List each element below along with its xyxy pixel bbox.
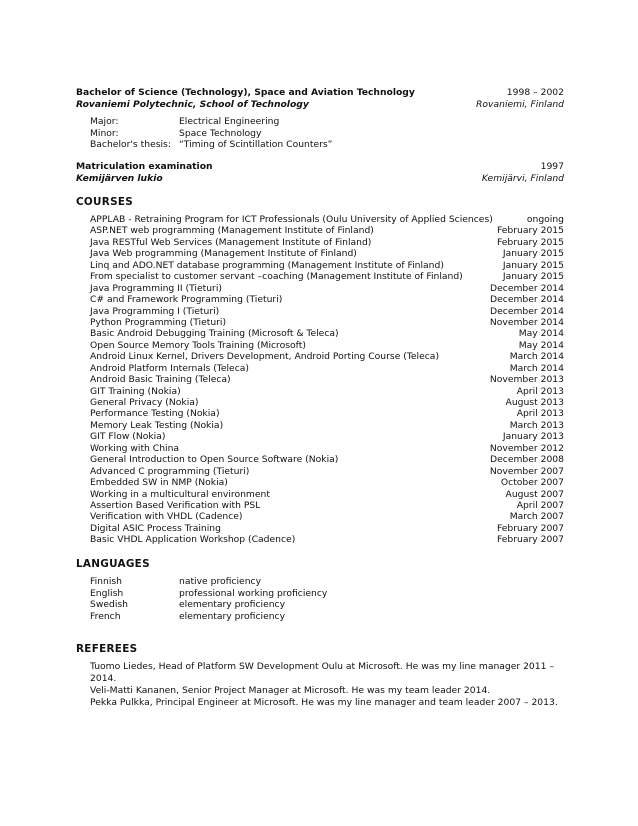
course-row bbox=[90, 317, 564, 328]
course-row bbox=[90, 523, 564, 534]
language-name: French bbox=[90, 610, 121, 622]
matric-year: 1997 bbox=[540, 161, 564, 172]
language-level: native proficiency bbox=[179, 576, 262, 587]
course-row bbox=[90, 283, 564, 294]
course-name: Digital ASIC Process Training bbox=[90, 522, 221, 534]
course-date: November 2012 bbox=[489, 442, 564, 454]
course-date: August 2013 bbox=[505, 397, 564, 408]
course-row bbox=[90, 225, 564, 236]
language-level: elementary proficiency bbox=[179, 610, 286, 622]
bsc-school-row bbox=[76, 99, 564, 110]
detail-value: Space Technology bbox=[179, 127, 262, 139]
course-row bbox=[90, 214, 564, 225]
course-row bbox=[90, 534, 564, 545]
course-name: Java Web programming (Management Institute of Finland) bbox=[90, 248, 357, 260]
course-name: Android Linux Kernel, Drivers Development, Android Porting Course (Teleca) bbox=[90, 351, 440, 363]
course-row bbox=[90, 363, 564, 374]
course-name: GIT Flow (Nokia) bbox=[90, 431, 166, 443]
course-name: Java RESTful Web Services (Management Institute of Finland) bbox=[90, 236, 372, 248]
education-bsc bbox=[76, 87, 564, 151]
course-row bbox=[90, 340, 564, 351]
bsc-years: 1998 – 2002 bbox=[506, 87, 564, 98]
referees-heading: REFEREES bbox=[76, 643, 138, 655]
languages-heading: LANGUAGES bbox=[76, 558, 150, 570]
language-name: Finnish bbox=[90, 576, 122, 587]
course-name: From specialist to customer servant –coaching (Management Institute of Finland) bbox=[90, 271, 463, 283]
matric-school: Kemijärven lukio bbox=[76, 173, 163, 184]
course-date: February 2015 bbox=[496, 236, 564, 248]
course-date: January 2015 bbox=[502, 259, 564, 271]
bsc-detail-major bbox=[90, 116, 564, 128]
detail-label: Major: bbox=[90, 116, 119, 127]
language-row bbox=[90, 611, 564, 623]
course-row bbox=[90, 443, 564, 454]
course-row bbox=[90, 260, 564, 271]
course-date: December 2014 bbox=[490, 294, 564, 306]
detail-label: Bachelor's thesis: bbox=[90, 139, 171, 150]
course-date: January 2015 bbox=[502, 248, 564, 260]
matric-location: Kemijärvi, Finland bbox=[481, 173, 564, 184]
course-date: November 2013 bbox=[489, 374, 564, 386]
course-row bbox=[90, 408, 564, 419]
course-date: March 2007 bbox=[509, 511, 564, 523]
course-name: Android Basic Training (Teleca) bbox=[90, 374, 231, 386]
bsc-school: Rovaniemi Polytechnic, School of Technology bbox=[76, 99, 309, 110]
course-name: Java Programming II (Tieturi) bbox=[90, 282, 222, 294]
detail-label: Minor: bbox=[90, 127, 119, 139]
language-row bbox=[90, 588, 564, 600]
language-row bbox=[90, 599, 564, 611]
course-name: Basic VHDL Application Workshop (Cadence) bbox=[90, 534, 296, 546]
course-date: February 2007 bbox=[496, 522, 564, 534]
course-date: January 2013 bbox=[502, 431, 564, 443]
bsc-details bbox=[76, 116, 564, 151]
detail-value: “Timing of Scintillation Counters” bbox=[179, 139, 333, 150]
bsc-header-row bbox=[76, 87, 564, 98]
course-date: February 2015 bbox=[496, 225, 564, 237]
course-row bbox=[90, 374, 564, 385]
course-date: February 2007 bbox=[496, 534, 564, 546]
course-date: May 2014 bbox=[518, 339, 564, 351]
course-date: October 2007 bbox=[500, 477, 564, 489]
course-row bbox=[90, 386, 564, 397]
course-row bbox=[90, 466, 564, 477]
course-name: Linq and ADO.NET database programming (Management Institute of Finland) bbox=[90, 259, 444, 271]
course-date: ongoing bbox=[526, 214, 564, 225]
courses-section bbox=[76, 196, 564, 546]
language-level: elementary proficiency bbox=[179, 599, 286, 610]
course-name: Advanced C programming (Tieturi) bbox=[90, 465, 250, 477]
course-name: Assertion Based Verification with PSL bbox=[90, 499, 261, 511]
course-name: C# and Framework Programming (Tieturi) bbox=[90, 294, 283, 306]
matric-school-row bbox=[76, 173, 564, 184]
course-row bbox=[90, 397, 564, 408]
course-date: March 2014 bbox=[509, 362, 564, 374]
language-name: English bbox=[90, 587, 124, 599]
course-name: Open Source Memory Tools Training (Microsoft) bbox=[90, 339, 306, 351]
referee-list bbox=[76, 661, 564, 709]
bsc-detail-thesis bbox=[90, 139, 564, 151]
course-date: December 2008 bbox=[490, 454, 564, 466]
language-level: professional working proficiency bbox=[179, 587, 328, 599]
course-date: December 2014 bbox=[490, 282, 564, 294]
referee-entry: Pekka Pulkka, Principal Engineer at Microsoft. He was my line manager and team leader 2007 – 2013. bbox=[90, 697, 558, 708]
language-name: Swedish bbox=[90, 599, 128, 610]
course-date: November 2014 bbox=[489, 316, 564, 328]
languages-section bbox=[76, 558, 564, 622]
bsc-degree: Bachelor of Science (Technology), Space and Aviation Technology bbox=[76, 87, 415, 98]
course-row bbox=[90, 237, 564, 248]
course-row bbox=[90, 306, 564, 317]
course-date: December 2014 bbox=[490, 305, 564, 317]
course-name: APPLAB - Retraining Program for ICT Professionals (Oulu University of Applied Sciences) bbox=[90, 214, 493, 225]
course-name: ASP.NET web programming (Management Institute of Finland) bbox=[90, 225, 374, 237]
course-date: November 2007 bbox=[489, 465, 564, 477]
course-row bbox=[90, 420, 564, 431]
referee-entry: Veli-Matti Kananen, Senior Project Manager at Microsoft. He was my team leader 2014. bbox=[90, 685, 491, 696]
course-row bbox=[90, 294, 564, 305]
matric-title: Matriculation examination bbox=[76, 161, 213, 172]
course-row bbox=[90, 454, 564, 465]
course-name: Performance Testing (Nokia) bbox=[90, 408, 220, 420]
course-name: Basic Android Debugging Training (Microsoft & Teleca) bbox=[90, 328, 339, 340]
course-name: Working in a multicultural environment bbox=[90, 488, 270, 500]
course-date: March 2014 bbox=[509, 351, 564, 363]
referee-entry: Tuomo Liedes, Head of Platform SW Development Oulu at Microsoft. He was my line manager 2011 – 2014. bbox=[90, 661, 554, 684]
language-list bbox=[76, 576, 564, 622]
course-row bbox=[90, 431, 564, 442]
course-name: GIT Training (Nokia) bbox=[90, 385, 181, 397]
course-name: Java Programming I (Tieturi) bbox=[90, 305, 220, 317]
course-name: Working with China bbox=[90, 442, 180, 454]
referees-section bbox=[76, 643, 564, 709]
course-row bbox=[90, 477, 564, 488]
course-name: Embedded SW in NMP (Nokia) bbox=[90, 477, 228, 489]
course-row bbox=[90, 351, 564, 362]
course-date: April 2013 bbox=[516, 385, 564, 397]
course-name: Android Platform Internals (Teleca) bbox=[90, 362, 249, 374]
course-name: Memory Leak Testing (Nokia) bbox=[90, 419, 224, 431]
language-row bbox=[90, 576, 564, 588]
course-date: May 2014 bbox=[518, 328, 564, 340]
course-row bbox=[90, 500, 564, 511]
course-row bbox=[90, 489, 564, 500]
course-name: Python Programming (Tieturi) bbox=[90, 316, 227, 328]
course-date: August 2007 bbox=[505, 488, 564, 500]
detail-value: Electrical Engineering bbox=[179, 116, 280, 127]
course-date: April 2007 bbox=[516, 499, 564, 511]
course-date: April 2013 bbox=[516, 408, 564, 420]
course-date: January 2015 bbox=[502, 271, 564, 283]
course-row bbox=[90, 271, 564, 282]
course-row bbox=[90, 328, 564, 339]
course-name: Verification with VHDL (Cadence) bbox=[90, 511, 243, 523]
course-list bbox=[76, 214, 564, 546]
course-date: March 2013 bbox=[509, 419, 564, 431]
course-name: General Introduction to Open Source Software (Nokia) bbox=[90, 454, 339, 466]
bsc-detail-minor bbox=[90, 128, 564, 140]
matric-header-row bbox=[76, 161, 564, 172]
education-matric bbox=[76, 161, 564, 184]
bsc-location: Rovaniemi, Finland bbox=[476, 99, 564, 110]
courses-heading: COURSES bbox=[76, 196, 134, 208]
course-name: General Privacy (Nokia) bbox=[90, 397, 199, 408]
course-row bbox=[90, 511, 564, 522]
course-row bbox=[90, 248, 564, 259]
